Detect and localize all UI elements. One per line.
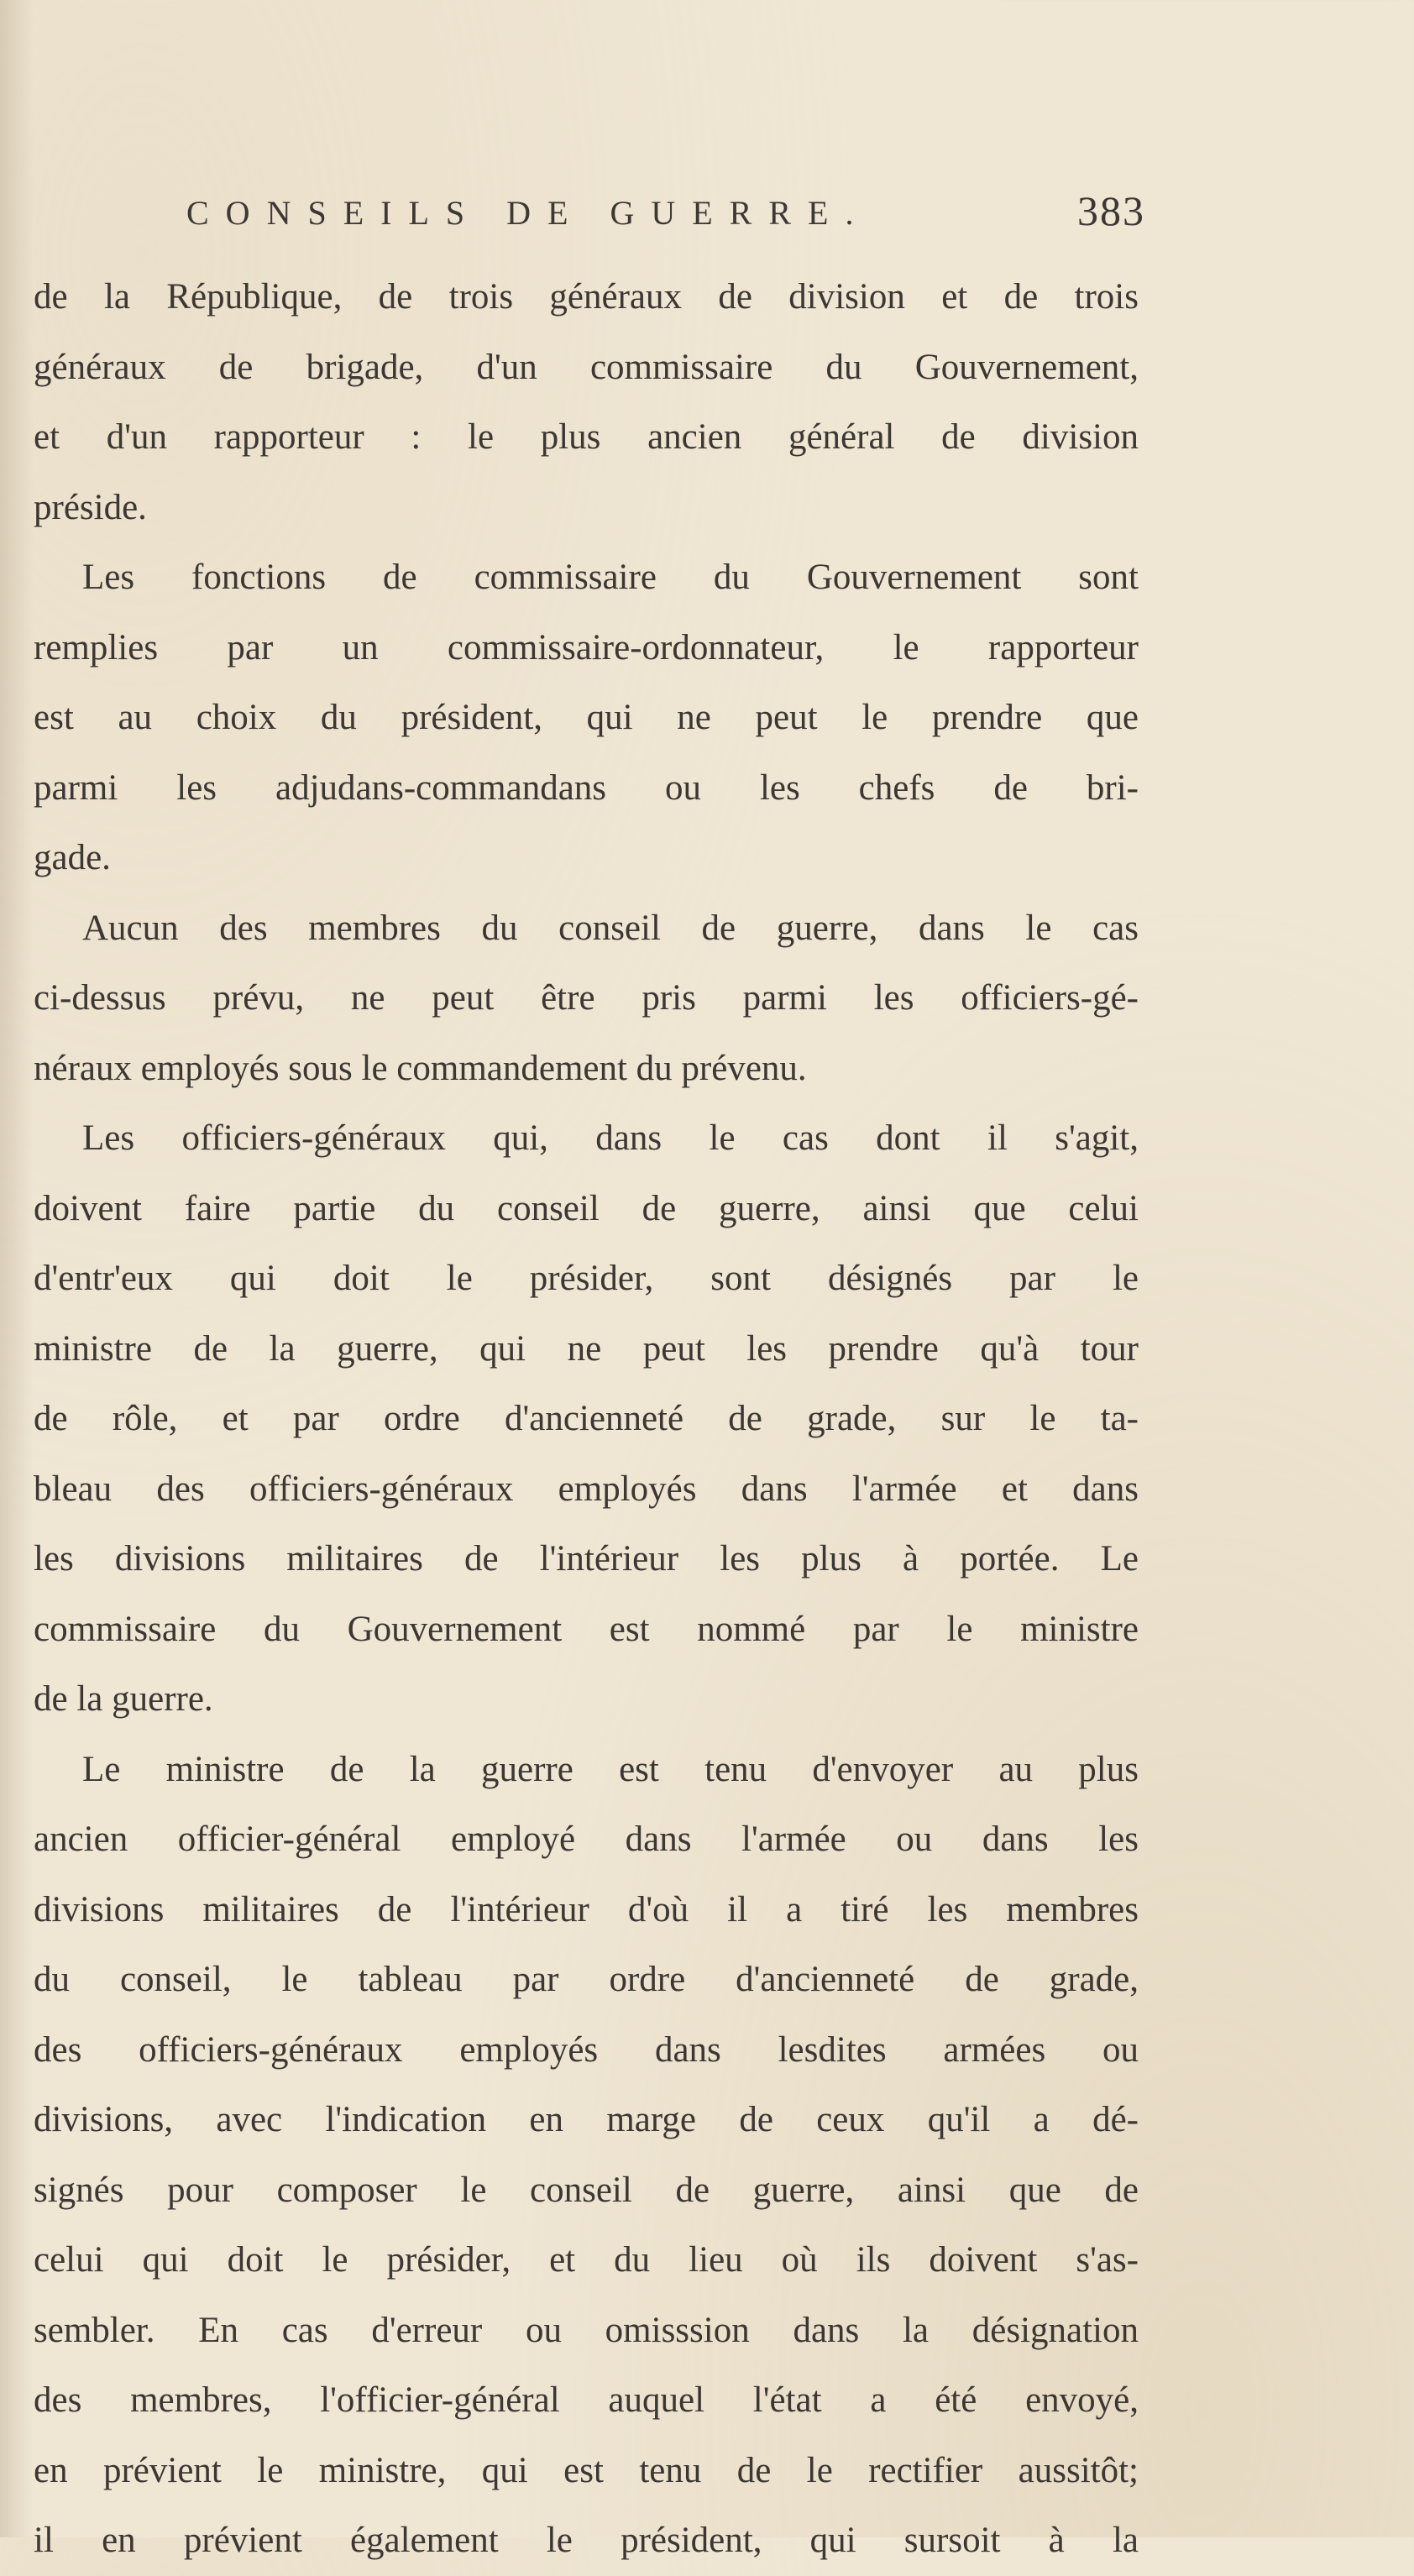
text-line: Aucun des membres du conseil de guerre, dans le cas xyxy=(82,908,1139,948)
text-line: Le ministre de la guerre est tenu d'envoyer au plus xyxy=(82,1749,1139,1789)
gutter-shadow xyxy=(0,0,34,2537)
text-line: les divisions militaires de l'intérieur les plus à portée. Le xyxy=(34,1539,1139,1579)
page-number: 383 xyxy=(1077,187,1145,234)
text-line: remplies par un commissaire-ordonnateur, le rapporteur xyxy=(34,627,1139,668)
text-line: signés pour composer le conseil de guerre, ainsi que de xyxy=(34,2170,1139,2210)
text-line: divisions, avec l'indication en marge de ceux qu'il a dé- xyxy=(34,2100,1139,2139)
text-line: gade. xyxy=(34,838,111,877)
running-title: CONSEILS DE GUERRE. xyxy=(186,194,871,232)
text-line: celui qui doit le présider, et du lieu où ils doivent s'as- xyxy=(34,2240,1139,2280)
text-line: divisions militaires de l'intérieur d'où il a tiré les membres xyxy=(34,1889,1139,1929)
text-line: ci-dessus prévu, ne peut être pris parmi les officiers-gé- xyxy=(34,978,1139,1018)
text-line: et d'un rapporteur : le plus ancien général de division xyxy=(34,417,1139,457)
text-line: en prévient le ministre, qui est tenu de le rectifier aussitôt; xyxy=(34,2450,1139,2490)
text-line: de la République, de trois généraux de division et de trois xyxy=(34,277,1139,317)
text-line: il en prévient également le président, qui sursoit à la xyxy=(34,2521,1139,2560)
text-line: commissaire du Gouvernement est nommé par le ministre xyxy=(34,1609,1139,1649)
text-line: Les officiers-généraux qui, dans le cas dont il s'agit, xyxy=(82,1118,1139,1158)
body-text xyxy=(34,262,1139,2576)
running-head xyxy=(186,186,1145,245)
text-line: parmi les adjudans-commandans ou les chefs de bri- xyxy=(34,767,1139,808)
text-line: du conseil, le tableau par ordre d'ancienneté de grade, xyxy=(34,1960,1139,1999)
text-line: ministre de la guerre, qui ne peut les prendre qu'à tour xyxy=(34,1328,1139,1369)
text-line: préside. xyxy=(34,487,147,527)
text-line: néraux employés sous le commandement du prévenu. xyxy=(34,1048,807,1088)
text-line: généraux de brigade, d'un commissaire du Gouvernement, xyxy=(34,347,1139,387)
text-line: de rôle, et par ordre d'ancienneté de grade, sur le ta- xyxy=(34,1399,1139,1438)
text-line: de la guerre. xyxy=(34,1679,213,1719)
text-line: des membres, l'officier-général auquel l'état a été envoyé, xyxy=(34,2380,1139,2420)
text-line: est au choix du président, qui ne peut le prendre que xyxy=(34,698,1139,737)
text-line: d'entr'eux qui doit le présider, sont désignés par le xyxy=(34,1259,1139,1298)
text-line: des officiers-généraux employés dans lesdites armées ou xyxy=(34,2029,1139,2070)
text-line: sembler. En cas d'erreur ou omisssion dans la désignation xyxy=(34,2310,1139,2350)
text-line: ancien officier-général employé dans l'armée ou dans les xyxy=(34,1819,1139,1859)
text-line: doivent faire partie du conseil de guerre, ainsi que celui xyxy=(34,1188,1139,1228)
text-line: Les fonctions de commissaire du Gouvernement sont xyxy=(82,558,1139,597)
text-line: bleau des officiers-généraux employés dans l'armée et dans xyxy=(34,1469,1139,1509)
